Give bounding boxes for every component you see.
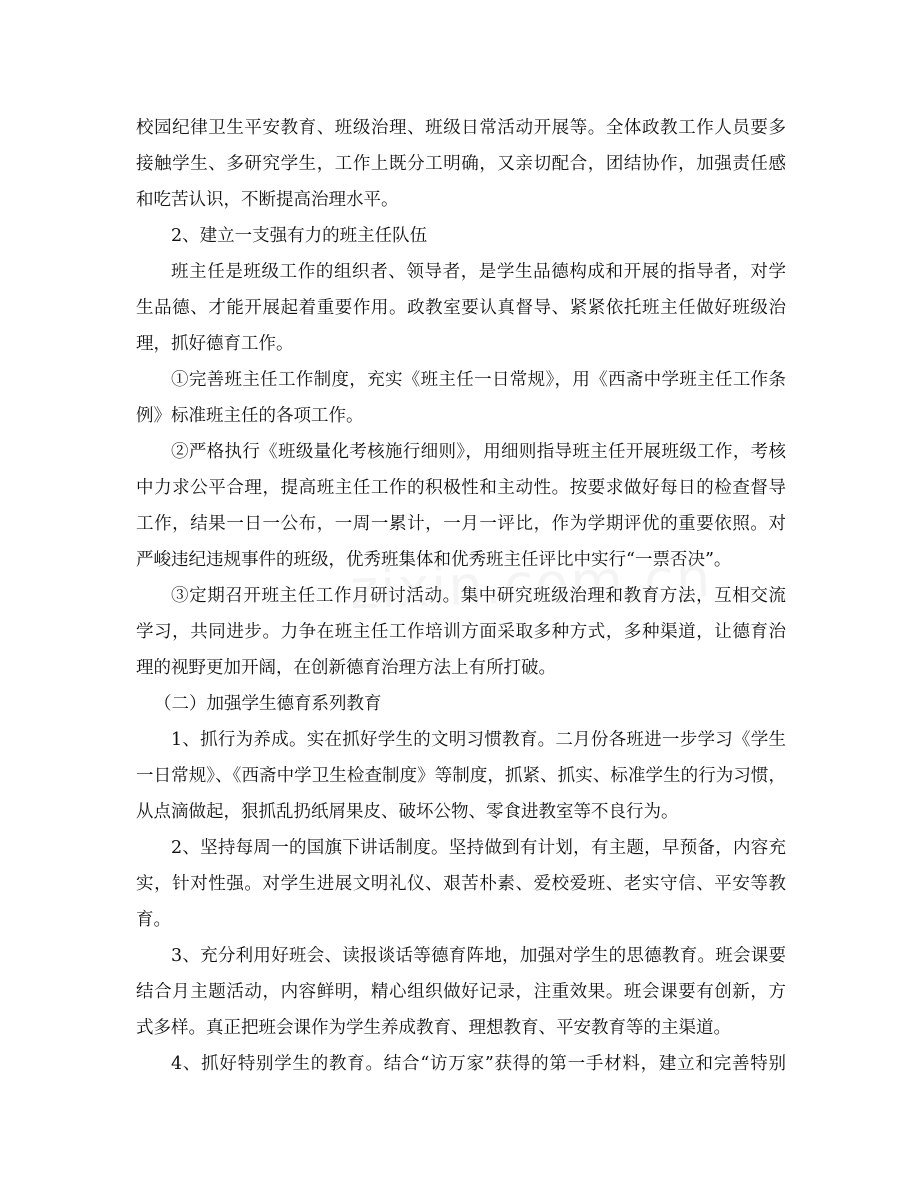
text-line: 中力求公平合理，提高班主任工作的积极性和主动性。按要求做好每日的检查督导 bbox=[136, 478, 786, 498]
text-line: 3、充分利用好班会、读报谈话等德育阵地，加强对学生的思德教育。班会课要 bbox=[171, 946, 786, 966]
section-heading: （二）加强学生德育系列教育 bbox=[154, 694, 382, 714]
text-line: 式多样。真正把班会课作为学生养成教育、理想教育、平安教育等的主渠道。 bbox=[136, 1018, 731, 1038]
text-line: 生品德、才能开展起着重要作用。政教室要认真督导、紧紧依托班主任做好班级治 bbox=[136, 298, 786, 318]
text-line: 班主任是班级工作的组织者、领导者，是学生品德构成和开展的指导者，对学 bbox=[171, 262, 786, 282]
text-line: 1、抓行为养成。实在抓好学生的文明习惯教育。二月份各班进一步学习《学生 bbox=[171, 730, 786, 750]
text-line: ②严格执行《班级量化考核施行细则》，用细则指导班主任开展班级工作，考核 bbox=[171, 442, 786, 462]
text-line: 结合月主题活动，内容鲜明，精心组织做好记录，注重效果。班会课要有创新，方 bbox=[136, 982, 786, 1002]
text-line: ③定期召开班主任工作月研讨活动。集中研究班级治理和教育方法，互相交流 bbox=[171, 586, 786, 606]
text-line: 理的视野更加开阔，在创新德育治理方法上有所打破。 bbox=[136, 658, 556, 678]
text-line: 从点滴做起，狠抓乱扔纸屑果皮、破坏公物、零食进教室等不良行为。 bbox=[136, 802, 679, 822]
text-line: 校园纪律卫生平安教育、班级治理、班级日常活动开展等。全体政教工作人员要多 bbox=[136, 118, 786, 138]
text-line: ①完善班主任工作制度，充实《班主任一日常规》，用《西斋中学班主任工作条 bbox=[171, 370, 786, 390]
text-line: 实，针对性强。对学生进展文明礼仪、艰苦朴素、爱校爱班、老实守信、平安等教 bbox=[136, 874, 786, 894]
text-line: 育。 bbox=[136, 910, 171, 930]
text-line: 接触学生、多研究学生，工作上既分工明确，又亲切配合，团结协作，加强责任感 bbox=[136, 154, 786, 174]
text-line: 工作，结果一日一公布，一周一累计，一月一评比，作为学期评优的重要依照。对 bbox=[136, 514, 786, 534]
text-line: 一日常规》、《西斋中学卫生检查制度》等制度，抓紧、抓实、标准学生的行为习惯， bbox=[136, 766, 786, 786]
section-heading: 2、建立一支强有力的班主任队伍 bbox=[171, 226, 428, 246]
text-line: 例》标准班主任的各项工作。 bbox=[136, 406, 364, 426]
text-line: 理，抓好德育工作。 bbox=[136, 334, 294, 354]
text-line: 2、坚持每周一的国旗下讲话制度。坚持做到有计划，有主题，早预备，内容充 bbox=[171, 838, 786, 858]
text-line: 学习，共同进步。力争在班主任工作培训方面采取多种方式，多种渠道，让德育治 bbox=[136, 622, 786, 642]
document-body bbox=[136, 110, 786, 1082]
text-line: 4、抓好特别学生的教育。结合“访万家”获得的第一手材料，建立和完善特别 bbox=[171, 1054, 786, 1074]
text-line: 和吃苦认识，不断提高治理水平。 bbox=[136, 190, 399, 210]
text-line: 严峻违纪违规事件的班级，优秀班集体和优秀班主任评比中实行“一票否决”。 bbox=[136, 550, 732, 570]
